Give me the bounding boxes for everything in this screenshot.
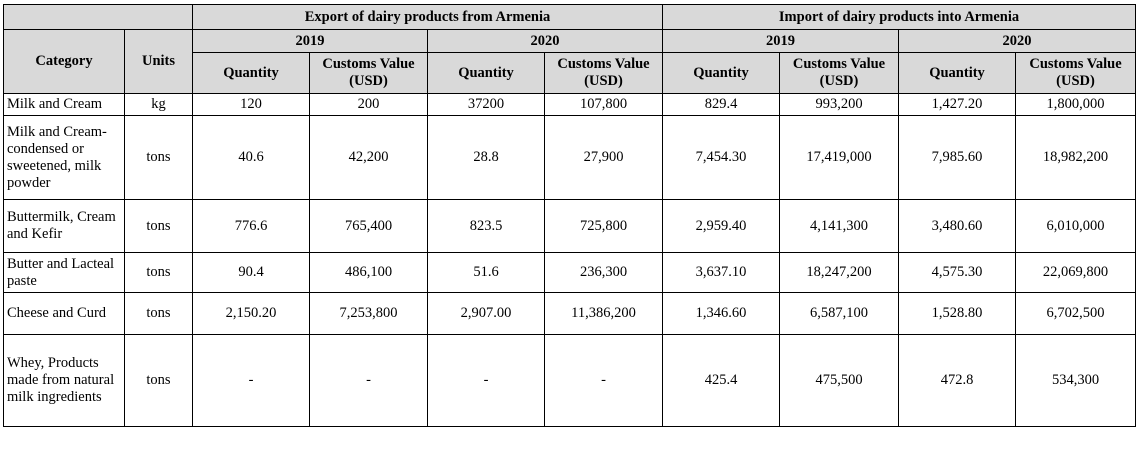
- quantity-cell: 3,637.10: [663, 253, 780, 293]
- customs-value-cell: 11,386,200: [545, 293, 663, 335]
- quantity-cell: 2,150.20: [193, 293, 310, 335]
- year-header-export-2019: 2019: [193, 30, 428, 53]
- customs-value-cell: 993,200: [780, 94, 899, 116]
- export-group-header: Export of dairy products from Armenia: [193, 5, 663, 30]
- customs-value-label: Customs Value: [792, 56, 886, 72]
- quantity-cell: 1,346.60: [663, 293, 780, 335]
- customs-value-cell: 765,400: [310, 200, 428, 253]
- customs-value-cell: 22,069,800: [1016, 253, 1136, 293]
- units-cell: tons: [125, 293, 193, 335]
- category-cell: Cheese and Curd: [4, 293, 125, 335]
- table-row: [4, 116, 1136, 200]
- quantity-cell: 37200: [428, 94, 545, 116]
- customs-value-unit: (USD): [584, 73, 623, 89]
- quantity-cell: 7,985.60: [899, 116, 1016, 200]
- customs-value-unit: (USD): [349, 73, 388, 89]
- quantity-cell: 28.8: [428, 116, 545, 200]
- customs-value-cell: 18,982,200: [1016, 116, 1136, 200]
- quantity-header: Quantity: [899, 53, 1016, 94]
- quantity-cell: 90.4: [193, 253, 310, 293]
- customs-value-cell: 486,100: [310, 253, 428, 293]
- quantity-cell: -: [428, 335, 545, 427]
- customs-value-cell: 27,900: [545, 116, 663, 200]
- quantity-cell: 51.6: [428, 253, 545, 293]
- customs-value-label: Customs Value: [557, 56, 650, 72]
- table-body: [4, 94, 1136, 427]
- customs-value-cell: 236,300: [545, 253, 663, 293]
- customs-value-header: [1016, 53, 1136, 94]
- customs-value-label: Customs Value: [1029, 56, 1122, 72]
- customs-value-cell: 6,010,000: [1016, 200, 1136, 253]
- customs-value-cell: 200: [310, 94, 428, 116]
- category-cell: Buttermilk, Cream and Kefir: [4, 200, 125, 253]
- customs-value-cell: 17,419,000: [780, 116, 899, 200]
- quantity-cell: 776.6: [193, 200, 310, 253]
- quantity-cell: 4,575.30: [899, 253, 1016, 293]
- customs-value-header: [310, 53, 428, 94]
- table-row: [4, 253, 1136, 293]
- quantity-cell: 1,528.80: [899, 293, 1016, 335]
- category-cell: Whey, Products made from natural milk ingredients: [4, 335, 125, 427]
- customs-value-cell: 6,702,500: [1016, 293, 1136, 335]
- customs-value-unit: (USD): [819, 73, 859, 89]
- quantity-cell: 472.8: [899, 335, 1016, 427]
- category-header: Category: [4, 30, 125, 94]
- customs-value-cell: 6,587,100: [780, 293, 899, 335]
- customs-value-cell: 7,253,800: [310, 293, 428, 335]
- quantity-cell: 823.5: [428, 200, 545, 253]
- table-row: [4, 94, 1136, 116]
- table-row: [4, 293, 1136, 335]
- quantity-cell: 2,959.40: [663, 200, 780, 253]
- quantity-cell: 425.4: [663, 335, 780, 427]
- quantity-header: Quantity: [663, 53, 780, 94]
- category-cell: Milk and Cream-condensed or sweetened, milk powder: [4, 116, 125, 200]
- customs-value-cell: 475,500: [780, 335, 899, 427]
- customs-value-cell: -: [545, 335, 663, 427]
- quantity-header: Quantity: [193, 53, 310, 94]
- customs-value-cell: 18,247,200: [780, 253, 899, 293]
- customs-value-cell: 107,800: [545, 94, 663, 116]
- units-cell: tons: [125, 116, 193, 200]
- year-header-import-2020: 2020: [899, 30, 1136, 53]
- units-cell: tons: [125, 335, 193, 427]
- dairy-trade-table: [3, 4, 1136, 427]
- customs-value-cell: 725,800: [545, 200, 663, 253]
- table-row: [4, 200, 1136, 253]
- year-header-export-2020: 2020: [428, 30, 663, 53]
- year-header-import-2019: 2019: [663, 30, 899, 53]
- quantity-cell: 120: [193, 94, 310, 116]
- quantity-cell: 7,454.30: [663, 116, 780, 200]
- quantity-header: Quantity: [428, 53, 545, 94]
- quantity-cell: 3,480.60: [899, 200, 1016, 253]
- units-cell: tons: [125, 253, 193, 293]
- quantity-cell: 40.6: [193, 116, 310, 200]
- units-header: Units: [125, 30, 193, 94]
- table-row: [4, 335, 1136, 427]
- import-group-header: Import of dairy products into Armenia: [663, 5, 1136, 30]
- quantity-cell: 1,427.20: [899, 94, 1016, 116]
- customs-value-cell: 1,800,000: [1016, 94, 1136, 116]
- customs-value-cell: -: [310, 335, 428, 427]
- customs-value-header: [545, 53, 663, 94]
- quantity-cell: 2,907.00: [428, 293, 545, 335]
- customs-value-cell: 534,300: [1016, 335, 1136, 427]
- customs-value-cell: 4,141,300: [780, 200, 899, 253]
- units-cell: tons: [125, 200, 193, 253]
- customs-value-unit: (USD): [1056, 73, 1095, 89]
- quantity-cell: 829.4: [663, 94, 780, 116]
- header-blank-corner: [4, 5, 193, 30]
- quantity-cell: -: [193, 335, 310, 427]
- customs-value-label: Customs Value: [322, 56, 415, 72]
- dairy-trade-table-wrapper: [3, 4, 1136, 427]
- customs-value-cell: 42,200: [310, 116, 428, 200]
- units-cell: kg: [125, 94, 193, 116]
- customs-value-header: [780, 53, 899, 94]
- category-cell: Butter and Lacteal paste: [4, 253, 125, 293]
- category-cell: Milk and Cream: [4, 94, 125, 116]
